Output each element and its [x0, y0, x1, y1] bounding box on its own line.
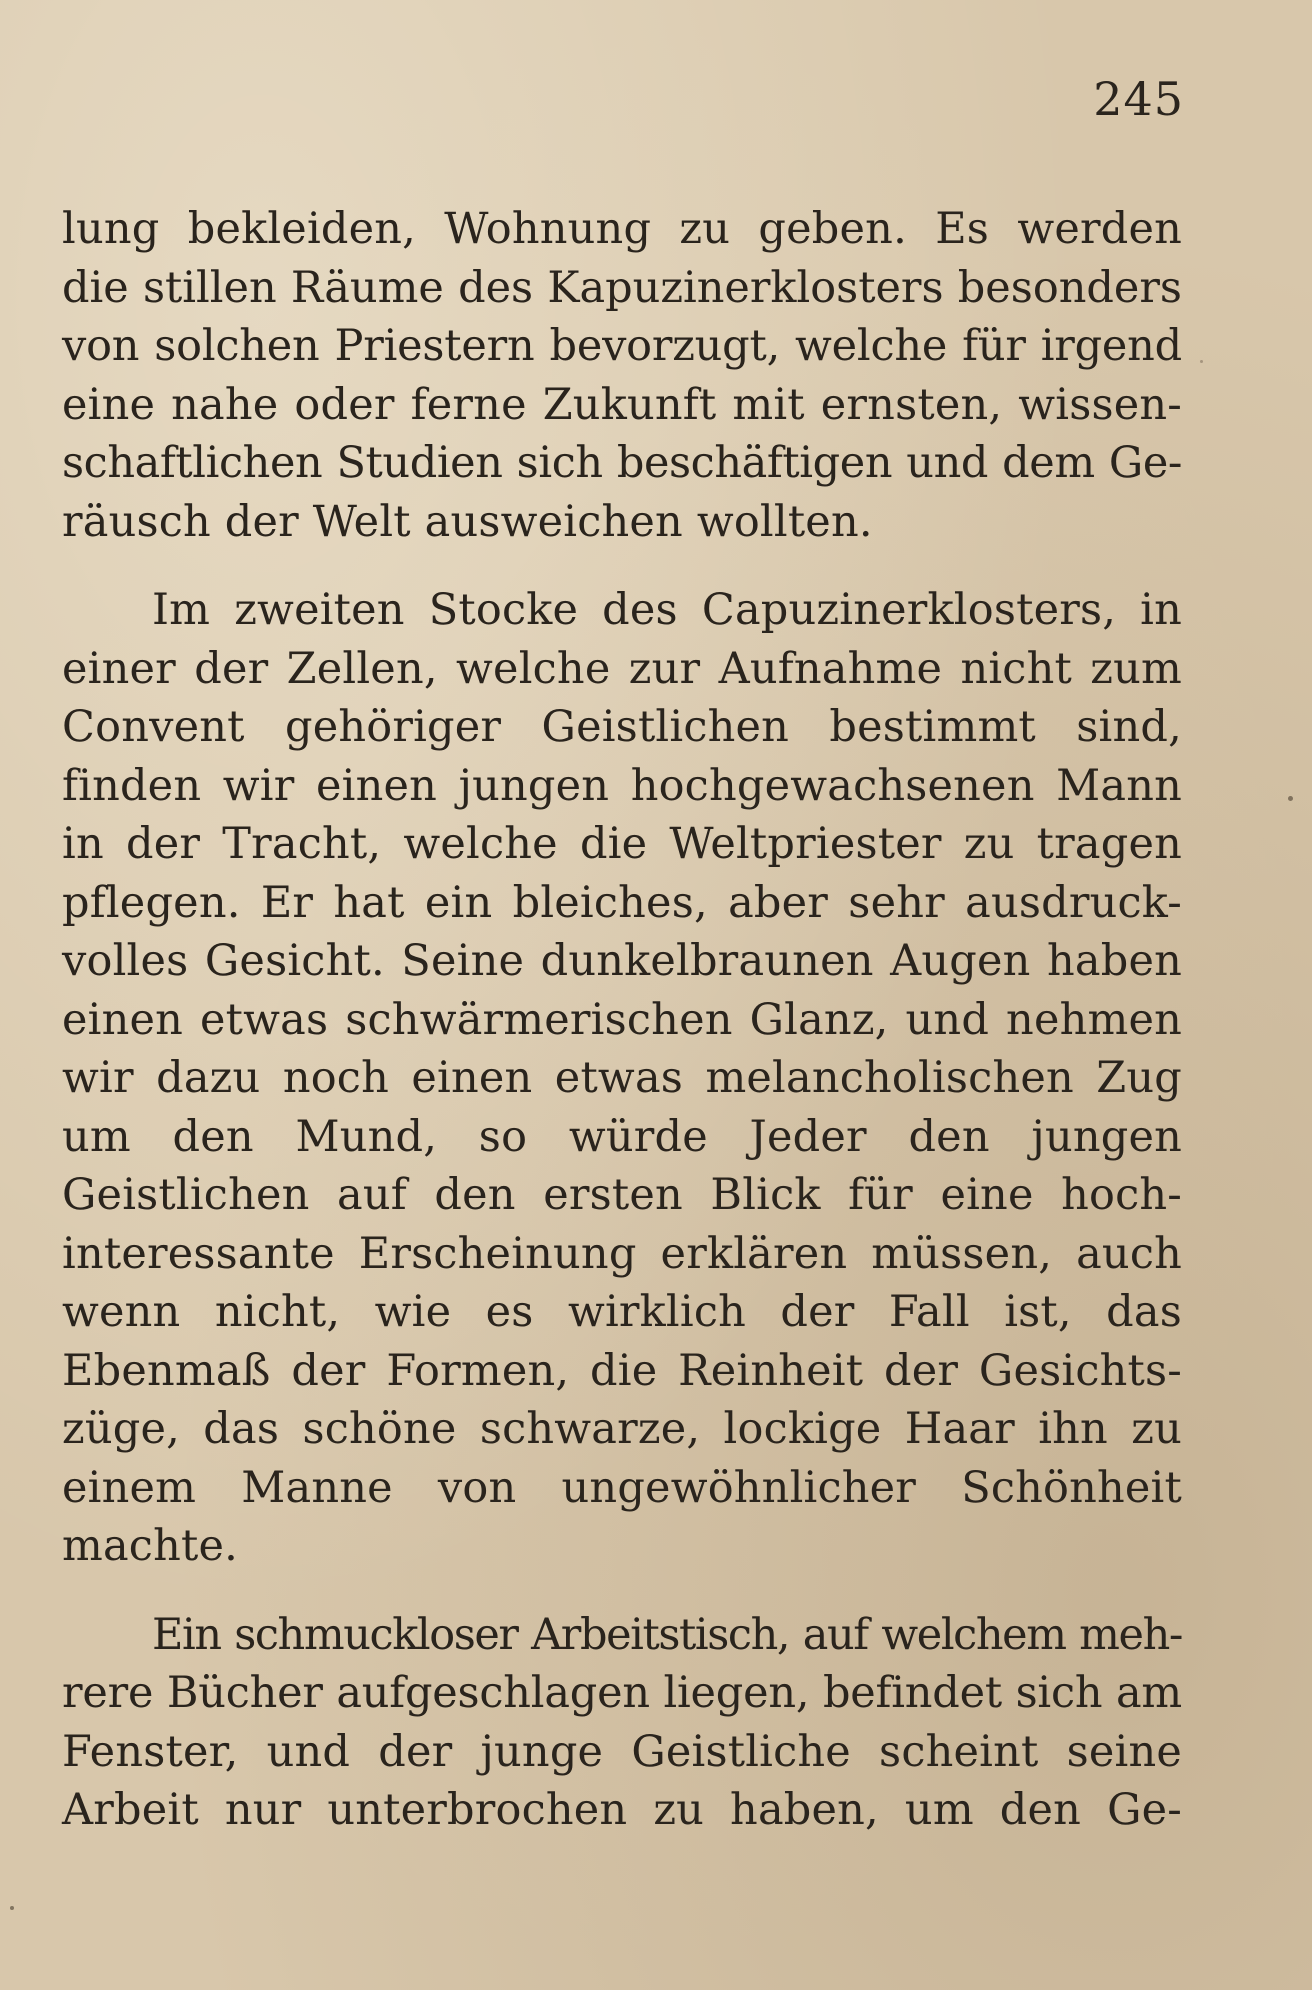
text-line: von solchen Priestern bevorzugt, welche für irgend — [62, 321, 1182, 371]
text-line: in der Tracht, welche die Weltpriester zu tragen — [62, 819, 1182, 869]
text-line: Convent gehöriger Geistlichen bestimmt sind, — [62, 702, 1182, 752]
text-line: lung bekleiden, Wohnung zu geben. Es werden — [62, 204, 1182, 254]
page-number: 245 — [1093, 72, 1184, 126]
paper-speck — [1200, 360, 1203, 363]
text-line: Ebenmaß der Formen, die Reinheit der Gesichts- — [62, 1345, 1182, 1396]
text-line: einem Manne von ungewöhnlicher Schönheit — [62, 1462, 1182, 1513]
text-line: rere Bücher aufgeschlagen liegen, befindet sich am — [62, 1668, 1182, 1718]
text-line: die stillen Räume des Kapuzinerklosters besonders — [62, 262, 1182, 313]
text-line: schaftlichen Studien sich beschäftigen und dem Ge- — [62, 438, 1182, 488]
text-line: einen etwas schwärmerischen Glanz, und nehmen — [62, 994, 1182, 1045]
text-line: volles Gesicht. Seine dunkelbraunen Augen haben — [62, 936, 1182, 986]
text-line: pflegen. Er hat ein bleiches, aber sehr ausdruck- — [62, 877, 1182, 928]
text-line: Fenster, und der junge Geistliche scheint seine — [62, 1726, 1182, 1777]
body-text — [62, 200, 1182, 1840]
text-line: züge, das schöne schwarze, lockige Haar ihn zu — [62, 1404, 1182, 1454]
text-line: Ein schmuckloser Arbeitstisch, auf welchem meh- — [152, 1609, 1182, 1660]
paragraph-2 — [62, 581, 1182, 1576]
text-line: Arbeit nur unterbrochen zu haben, um den Ge- — [62, 1785, 1182, 1835]
paragraph-gap — [62, 1576, 1182, 1606]
paragraph-1 — [62, 200, 1182, 551]
text-line: interessante Erscheinung erklären müssen, auch — [62, 1228, 1182, 1279]
text-line: einer der Zellen, welche zur Aufnahme nicht zum — [62, 643, 1182, 694]
paper-speck — [10, 1906, 14, 1910]
paragraph-3 — [62, 1606, 1182, 1840]
text-line: wenn nicht, wie es wirklich der Fall ist, das — [62, 1287, 1182, 1337]
text-line: räusch der Welt ausweichen wollten. — [62, 496, 873, 547]
text-line: finden wir einen jungen hochgewachsenen Mann — [62, 760, 1182, 811]
text-line: machte. — [62, 1521, 238, 1571]
text-line: um den Mund, so würde Jeder den jungen — [62, 1111, 1182, 1162]
text-line: Geistlichen auf den ersten Blick für eine hoch- — [62, 1170, 1182, 1220]
paragraph-gap — [62, 551, 1182, 581]
text-line: Im zweiten Stocke des Capuzinerklosters, in — [152, 585, 1182, 635]
text-line: eine nahe oder ferne Zukunft mit ernsten, wissen- — [62, 379, 1182, 430]
paper-speck — [1288, 796, 1293, 801]
text-line: wir dazu noch einen etwas melancholischen Zug — [62, 1053, 1182, 1103]
